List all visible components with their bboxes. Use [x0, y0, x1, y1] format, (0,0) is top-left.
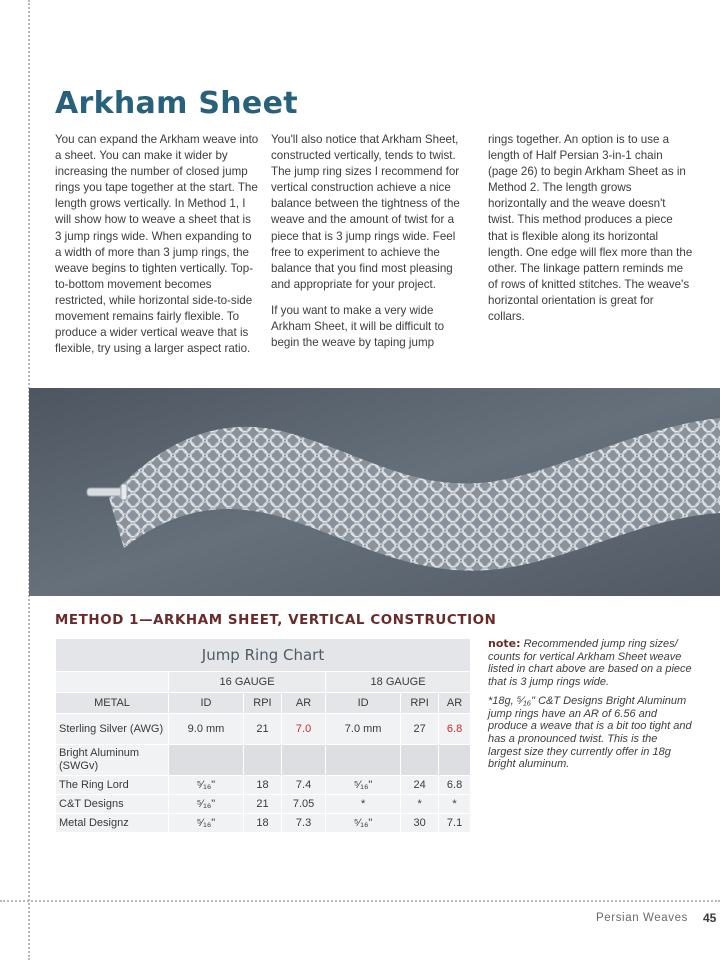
chart-corner-cell — [56, 672, 168, 692]
body-paragraph: If you want to make a very wide Arkham Sheet, it will be difficult to begin the weave by taping jump — [271, 303, 445, 350]
table-row — [56, 795, 470, 813]
value-cell: 7.0 — [282, 714, 325, 744]
column-header: ID — [169, 693, 243, 713]
body-column-3 — [488, 132, 693, 335]
value-cell: 6.8 — [439, 714, 470, 744]
body-column-1 — [55, 132, 260, 367]
value-cell: ⁵⁄₁₆" — [326, 776, 400, 794]
value-cell: ⁵⁄₁₆" — [169, 795, 243, 813]
value-cell — [169, 745, 243, 775]
table-row — [56, 714, 470, 744]
note-box — [488, 638, 693, 777]
value-cell: 7.4 — [282, 776, 325, 794]
value-cell: 18 — [244, 814, 281, 832]
column-header: METAL — [56, 693, 168, 713]
value-cell: 27 — [401, 714, 438, 744]
table-row — [56, 814, 470, 832]
body-paragraph: You'll also notice that Arkham Sheet, constructed vertically, tends to twist. The jump ring sizes I recommend for vertical construction achieve a nice balance between the tightness of the weave and the amount of twist for a piece that is 3 jump rings wide. Feel free to experiment to achieve the balance that you find most pleasing and appropriate for your project. — [271, 133, 460, 291]
jump-ring-chart — [55, 638, 471, 833]
page-title: Arkham Sheet — [55, 86, 298, 121]
bottom-dotted-rule — [0, 900, 720, 902]
column-header: AR — [282, 693, 325, 713]
value-cell: 7.0 mm — [326, 714, 400, 744]
note-paragraph — [488, 638, 693, 689]
note-footnote: *18g, ⁵⁄₁₆" C&T Designs Bright Aluminum jump rings have an AR of 6.56 and produce a weave that is a bit too tight and has a pronounced twist. This is the largest size they currently offer in 18g bright aluminum. — [488, 694, 692, 771]
value-cell: 6.8 — [439, 776, 470, 794]
page-number: 45 — [703, 911, 717, 925]
column-header: AR — [439, 693, 470, 713]
column-header: ID — [326, 693, 400, 713]
chart-caption: Jump Ring Chart — [56, 639, 470, 671]
value-cell: 21 — [244, 714, 281, 744]
metal-cell: C&T Designs — [56, 795, 168, 813]
value-cell: 24 — [401, 776, 438, 794]
value-cell — [326, 745, 400, 775]
value-cell: 7.05 — [282, 795, 325, 813]
column-header: RPI — [244, 693, 281, 713]
value-cell: 7.3 — [282, 814, 325, 832]
metal-cell: The Ring Lord — [56, 776, 168, 794]
value-cell: ⁵⁄₁₆" — [326, 814, 400, 832]
note-label: note: — [488, 637, 521, 650]
metal-cell: Bright Aluminum (SWGv) — [56, 745, 168, 775]
value-cell: 7.1 — [439, 814, 470, 832]
value-cell — [401, 745, 438, 775]
body-paragraph: You can expand the Arkham weave into a sheet. You can make it wider by increasing the number of closed jump rings you tape together at the start. The length grows vertically. In Method 1, I will show how to weave a sheet that is 3 jump rings wide. When expanding to a width of more than 3 jump rings, the weave begins to tighten vertically. Top-to-bottom movement becomes restricted, while horizontal side-to-side movement remains fairly flexible. To produce a wider vertical weave that is flexible, try using a larger aspect ratio. — [55, 133, 259, 356]
value-cell — [439, 745, 470, 775]
chainmaille-bracelet-photo — [29, 388, 720, 596]
metal-cell: Sterling Silver (AWG) — [56, 714, 168, 744]
value-cell: * — [439, 795, 470, 813]
note-text: Recommended jump ring sizes/ counts for vertical Arkham Sheet weave listed in chart above are based on a piece that is 3 jump rings wide. — [488, 638, 692, 689]
method-heading: METHOD 1—ARKHAM SHEET, VERTICAL CONSTRUCTION — [55, 613, 497, 628]
gauge-16-header: 16 GAUGE — [169, 672, 325, 692]
metal-cell: Metal Designz — [56, 814, 168, 832]
footer-section-name: Persian Weaves — [596, 912, 688, 924]
value-cell: 18 — [244, 776, 281, 794]
value-cell: * — [326, 795, 400, 813]
clasp-end — [121, 484, 127, 500]
value-cell: 30 — [401, 814, 438, 832]
value-cell: ⁵⁄₁₆" — [169, 814, 243, 832]
value-cell — [244, 745, 281, 775]
column-header: RPI — [401, 693, 438, 713]
gauge-18-header: 18 GAUGE — [326, 672, 470, 692]
value-cell: 9.0 mm — [169, 714, 243, 744]
table-row — [56, 776, 470, 794]
body-paragraph: rings together. An option is to use a length of Half Persian 3-in-1 chain (page 26) to begin Arkham Sheet as in Method 2. The length grows horizontally and the weave doesn't twist. This method produces a piece that is flexible along its horizontal length. One edge will flex more than the other. The linkage pattern reminds me of rows of knitted stitches. The weave's horizontal orientation is great for collars. — [488, 133, 693, 324]
value-cell: * — [401, 795, 438, 813]
bracelet-illustration — [29, 388, 720, 596]
table-row — [56, 745, 470, 775]
value-cell — [282, 745, 325, 775]
body-column-2 — [271, 132, 471, 361]
value-cell: ⁵⁄₁₆" — [169, 776, 243, 794]
value-cell: 21 — [244, 795, 281, 813]
